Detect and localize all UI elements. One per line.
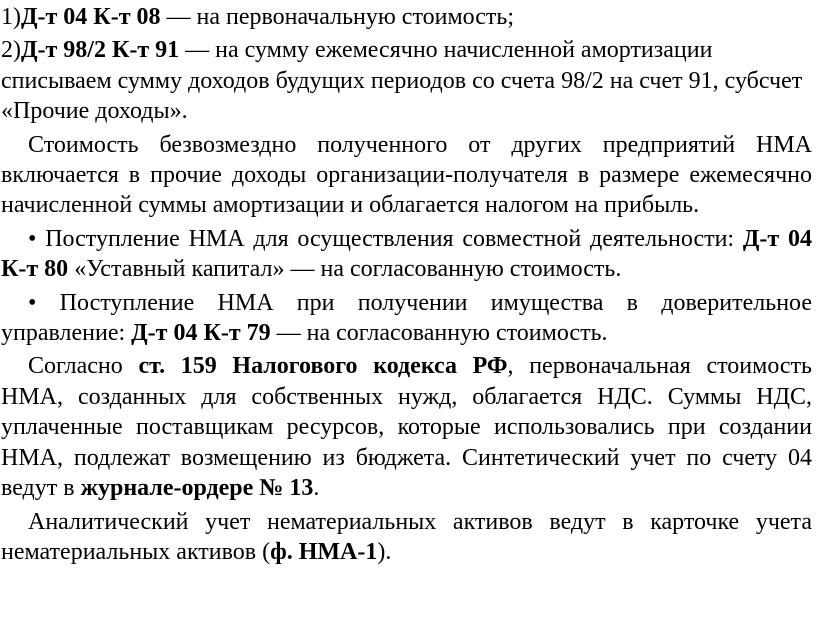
bullet-text-rest: «Уставный капитал» — на согласованную стоимость. xyxy=(68,256,622,283)
accounting-entry: Д-т 04 К-т 08 xyxy=(21,4,161,30)
accounting-entry: Д-т 04 К-т 79 xyxy=(131,320,271,347)
analytic-lead: Аналитический учет нематериальных активов ведут в карточке учета нематериальных активов ( xyxy=(1,508,812,565)
item-text: — на первоначальную стоимость; xyxy=(160,4,515,30)
bullet-trust-management xyxy=(1,288,812,349)
vat-end: . xyxy=(313,475,320,502)
item-number: 1) xyxy=(1,4,21,30)
entry-item-2 xyxy=(1,35,812,126)
accounting-entry: Д-т 04 К-т 80 xyxy=(1,225,813,283)
bullet-joint-activity xyxy=(1,224,812,285)
journal-reference: журнале-ордере № 13 xyxy=(80,475,314,502)
item-number: 2) xyxy=(1,37,21,64)
bullet-text: Поступление НМА при получении имущества в доверительное управление: xyxy=(1,289,812,347)
paragraph-analytic xyxy=(1,507,812,568)
paragraph-gratuitous-receipt: Стоимость безвозмездно полученного от других предприятий НМА включается в прочие доходы организации-получателя в размере ежемесячно начисленной суммы амортизации и облагается налогом на прибыль. xyxy=(1,131,812,219)
bullet-text: Поступление НМА для осуществления совместной деятельности: xyxy=(36,225,743,252)
accounting-entry: Д-т 98/2 К-т 91 xyxy=(21,37,180,64)
tax-code-reference: ст. 159 Налогового кодекса РФ xyxy=(138,353,508,380)
bullet-marker: • xyxy=(28,225,37,252)
item-text: — на сумму ежемесячно начисленной амортизации списываем сумму доходов будущих периодов со счета 98/2 на счет 91, субсчет «Прочие доходы». xyxy=(1,37,803,125)
bullet-marker: • xyxy=(28,289,37,316)
vat-text: , первоначальная стоимость НМА, созданных для собственных нужд, облагается НДС. Суммы НДС, уплаченные поставщикам ресурсов, которые использовались при создании НМА, подлежат возмещению из бюджета. Синтетический учет по счету 04 ведут в xyxy=(1,353,813,502)
form-reference: ф. НМА-1 xyxy=(270,538,378,565)
paragraph-vat xyxy=(1,351,812,503)
bullet-text-rest: — на согласованную стоимость. xyxy=(270,320,608,347)
entry-item-1 xyxy=(1,2,812,32)
vat-lead: Согласно xyxy=(28,353,139,380)
analytic-end: ). xyxy=(377,538,392,565)
